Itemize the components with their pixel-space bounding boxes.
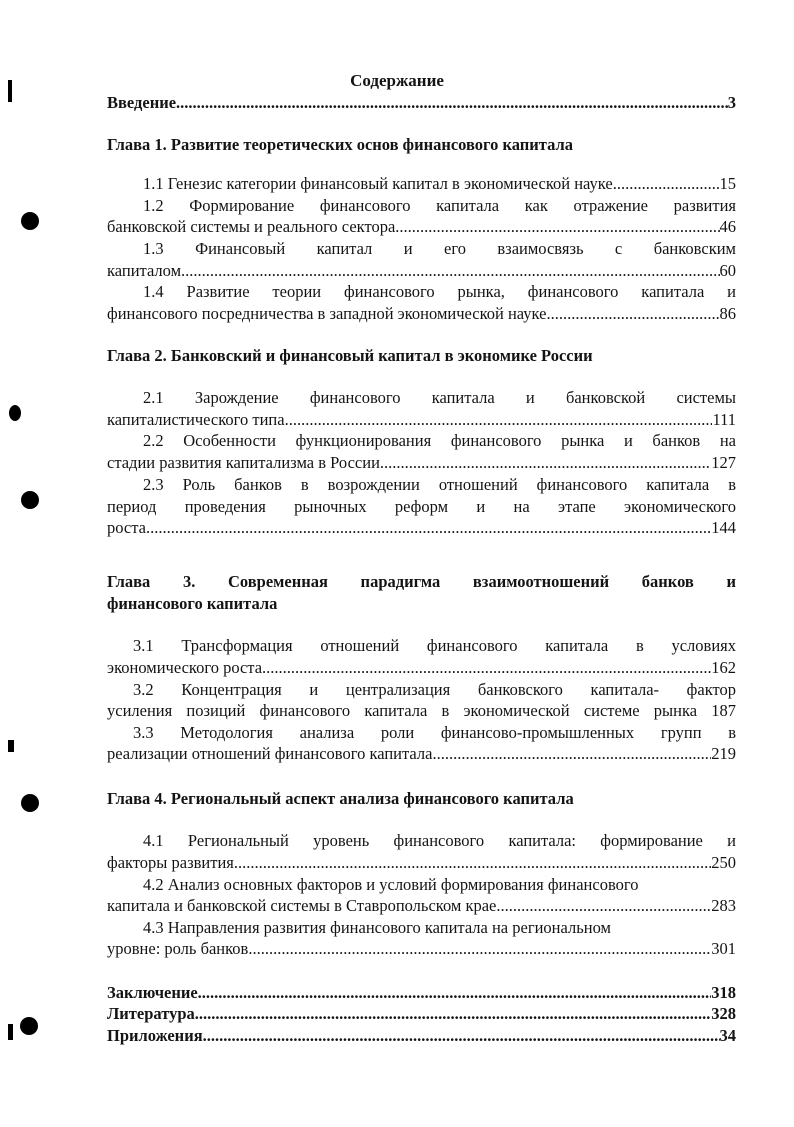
toc-entry-3-1-line2 xyxy=(107,657,736,679)
toc-page-number: 283 xyxy=(711,896,736,915)
toc-entry-2-1-line1: 2.1 Зарождение финансового капитала и банковской системы xyxy=(143,388,736,407)
dot-leader xyxy=(432,743,711,765)
toc-entry-1-3-line2 xyxy=(107,260,736,282)
binder-hole-mark xyxy=(21,212,39,230)
dot-leader xyxy=(380,452,711,474)
toc-entry-3-2-line2: усиления позиций финансового капитала в экономической системе рынка 187 xyxy=(107,701,736,720)
toc-page-number: 3 xyxy=(727,93,736,112)
toc-page-number: 34 xyxy=(719,1026,736,1045)
toc-label: факторы развития xyxy=(107,853,234,872)
toc-entry-2-3-line3 xyxy=(107,517,736,539)
dot-leader xyxy=(285,409,713,431)
toc-entry-1-4-line1: 1.4 Развитие теории финансового рынка, финансового капитала и xyxy=(143,282,736,301)
chapter-3-heading-line2: финансового капитала xyxy=(107,594,278,613)
toc-page-number: 144 xyxy=(711,518,736,537)
toc-page-number: 60 xyxy=(719,261,736,280)
toc-label: Заключение xyxy=(107,983,198,1002)
binder-hole-mark xyxy=(21,491,39,509)
toc-label: Введение xyxy=(107,93,177,112)
toc-entry-2-2-line2 xyxy=(107,452,736,474)
toc-entry-4-1-line1: 4.1 Региональный уровень финансового капитала: формирование и xyxy=(143,831,736,850)
toc-label: Приложения xyxy=(107,1026,203,1045)
toc-page-number: 301 xyxy=(711,939,736,958)
toc-label: капиталистического типа xyxy=(107,410,285,429)
binder-hole-mark xyxy=(20,1017,38,1035)
toc-label: банковской системы и реального сектора xyxy=(107,217,396,236)
toc-entry-3-2-line1: 3.2 Концентрация и централизация банковского капитала- фактор xyxy=(133,680,736,699)
toc-page-number: 318 xyxy=(711,983,736,1002)
dot-leader xyxy=(195,1003,711,1025)
toc-entry-4-3-line1: 4.3 Направления развития финансового капитала на региональном xyxy=(143,918,611,937)
chapter-4-heading: Глава 4. Региональный аспект анализа финансового капитала xyxy=(107,789,574,808)
toc-label: 1.1 Генезис категории финансовый капитал в экономической науке xyxy=(143,174,613,193)
toc-entry-4-1-line2 xyxy=(107,852,736,874)
dot-leader xyxy=(262,657,711,679)
toc-label: уровне: роль банков xyxy=(107,939,249,958)
scan-mark xyxy=(8,1024,13,1040)
toc-entry-literature xyxy=(107,1003,736,1025)
scan-mark xyxy=(8,740,14,752)
toc-entry-1-2-line1: 1.2 Формирование финансового капитала как отражение развития xyxy=(143,196,736,215)
toc-entry-2-2-line1: 2.2 Особенности функционирования финансового рынка и банков на xyxy=(143,431,736,450)
toc-page-number: 127 xyxy=(711,453,736,472)
toc-entry-3-3-line1: 3.3 Методология анализа роли финансово-промышленных групп в xyxy=(133,723,736,742)
dot-leader xyxy=(395,216,719,238)
toc-entry-4-3-line2 xyxy=(107,938,736,960)
toc-page-number: 46 xyxy=(719,217,736,236)
dot-leader xyxy=(496,895,711,917)
toc-entry-1-2-line2 xyxy=(107,216,736,238)
dot-leader xyxy=(203,1025,720,1047)
dot-leader xyxy=(176,92,728,114)
toc-label: Литература xyxy=(107,1004,195,1023)
toc-page-number: 250 xyxy=(711,853,736,872)
toc-page-number: 111 xyxy=(712,410,736,429)
page-title: Содержание xyxy=(350,71,444,90)
dot-leader xyxy=(546,303,719,325)
chapter-2-heading: Глава 2. Банковский и финансовый капитал в экономике России xyxy=(107,346,593,365)
toc-label: стадии развития капитализма в России xyxy=(107,453,380,472)
toc-entry-1-3-line1: 1.3 Финансовый капитал и его взаимосвязь с банковским xyxy=(143,239,736,258)
dot-leader xyxy=(248,938,711,960)
toc-label: капитала и банковской системы в Ставропольском крае xyxy=(107,896,497,915)
toc-page-number: 162 xyxy=(711,658,736,677)
toc-entry-1-4-line2 xyxy=(107,303,736,325)
toc-entry-3-3-line2 xyxy=(107,743,736,765)
chapter-1-heading: Глава 1. Развитие теоретических основ финансового капитала xyxy=(107,135,574,154)
toc-entry-4-2-line1: 4.2 Анализ основных факторов и условий формирования финансового xyxy=(143,875,639,894)
toc-entry-3-1-line1: 3.1 Трансформация отношений финансового капитала в условиях xyxy=(133,636,736,655)
dot-leader xyxy=(181,260,719,282)
toc-entry-2-3-line1: 2.3 Роль банков в возрождении отношений финансового капитала в xyxy=(143,475,736,494)
toc-page-number: 328 xyxy=(711,1004,736,1023)
toc-label: реализации отношений финансового капитала xyxy=(107,744,433,763)
toc-entry-1-1 xyxy=(143,173,736,195)
toc-entry-intro xyxy=(107,92,736,114)
toc-entry-2-3-line2: период проведения рыночных реформ и на этапе экономического xyxy=(107,497,736,516)
toc-entry-conclusion xyxy=(107,982,736,1004)
toc-entry-appendix xyxy=(107,1025,736,1047)
dot-leader xyxy=(146,517,711,539)
dot-leader xyxy=(613,173,720,195)
dot-leader xyxy=(198,982,712,1004)
toc-label: роста xyxy=(107,518,146,537)
chapter-3-heading-line1: Глава 3. Современная парадигма взаимоотношений банков и xyxy=(107,572,736,591)
toc-page-number: 219 xyxy=(711,744,736,763)
binder-hole-mark xyxy=(21,794,39,812)
toc-page-number: 15 xyxy=(719,174,736,193)
toc-label: капиталом xyxy=(107,261,182,280)
dot-leader xyxy=(234,852,711,874)
toc-label: финансового посредничества в западной экономической науке xyxy=(107,304,547,323)
toc-entry-2-1-line2 xyxy=(107,409,736,431)
toc-entry-4-2-line2 xyxy=(107,895,736,917)
toc-label: экономического роста xyxy=(107,658,263,677)
toc-page-number: 86 xyxy=(719,304,736,323)
binder-hole-mark xyxy=(9,405,21,421)
